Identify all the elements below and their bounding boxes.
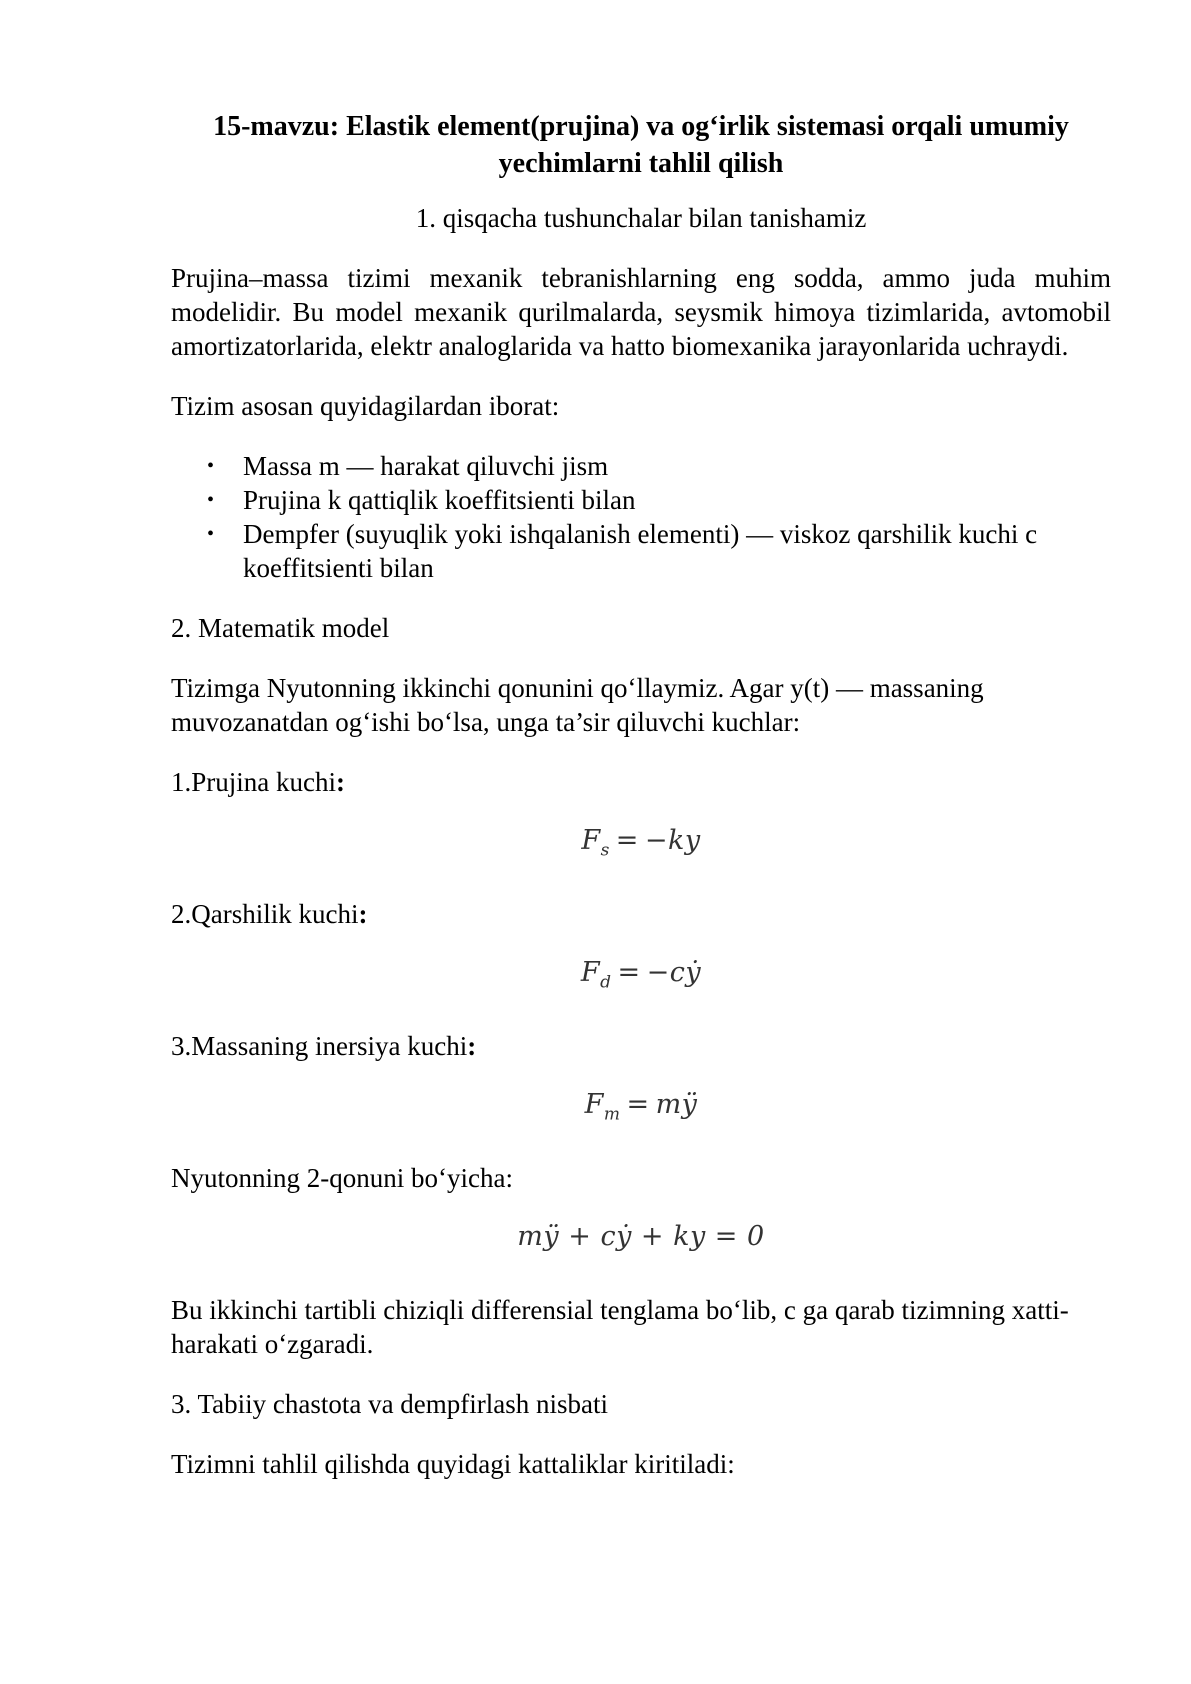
newton-paragraph: Tizimga Nyutonning ikkinchi qonunini qo‘llaymiz. Agar y(t) — massaning muvozanatdan og‘ishi bo‘lsa, unga ta’sir qiluvchi kuchlar: bbox=[171, 673, 984, 737]
list-item: • Prujina k qattiqlik koeffitsienti bilan bbox=[207, 485, 636, 515]
section3-heading: 3. Tabiiy chastota va dempfirlash nisbati bbox=[171, 1389, 609, 1419]
formula-equation-of-motion: mÿ + cẏ + ky = 0 bbox=[517, 1221, 765, 1252]
list-item: • Dempfer (suyuqlik yoki ishqalanish elementi) — viskoz qarshilik kuchi c koeffitsienti bilan bbox=[207, 519, 1038, 583]
force-label-damping: 2.Qarshilik kuchi: bbox=[171, 899, 368, 929]
document-page bbox=[171, 108, 1111, 1507]
formula-spring-force: $F_s = -ky$ bbox=[581, 825, 701, 861]
list-item: • Massa m — harakat qiluvchi jism bbox=[207, 451, 609, 481]
newton-law-label: Nyutonning 2-qonuni bo‘yicha: bbox=[171, 1163, 513, 1193]
force-label-spring: 1.Prujina kuchi: bbox=[171, 767, 345, 797]
intro-paragraph: Prujina–massa tizimi mexanik tebranishlarning eng sodda, ammo juda muhim modelidir. Bu model mexanik qurilmalarda, seysmik himoya tizimlarida, avtomobil amortizatorlarida, elektr analoglarida va hatto biomexanika jarayonlarida uchraydi. bbox=[171, 263, 1111, 361]
section3-paragraph: Tizimni tahlil qilishda quyidagi kattaliklar kiritiladi: bbox=[171, 1449, 735, 1479]
components-list bbox=[171, 449, 1111, 585]
equation-note: Bu ikkinchi tartibli chiziqli differensial tenglama bo‘lib, c ga qarab tizimning xatti-harakati o‘zgaradi. bbox=[171, 1295, 1069, 1359]
section1-heading: 1. qisqacha tushunchalar bilan tanishamiz bbox=[415, 203, 867, 233]
bullet-icon: • bbox=[207, 523, 215, 545]
bullet-icon: • bbox=[207, 489, 215, 511]
document-title: 15-mavzu: Elastik element(prujina) va og‘irlik sistemasi orqali umumiy yechimlarni tahlil qilish bbox=[213, 111, 1069, 179]
components-intro: Tizim asosan quyidagilardan iborat: bbox=[171, 391, 560, 421]
force-label-inertia: 3.Massaning inersiya kuchi: bbox=[171, 1031, 477, 1061]
formula-inertia-force: $F_m$ = mÿ bbox=[584, 1089, 698, 1125]
bullet-icon: • bbox=[207, 455, 215, 477]
section2-heading: 2. Matematik model bbox=[171, 613, 390, 643]
formula-damping-force: $F_d$ = −cẏ bbox=[580, 957, 702, 993]
